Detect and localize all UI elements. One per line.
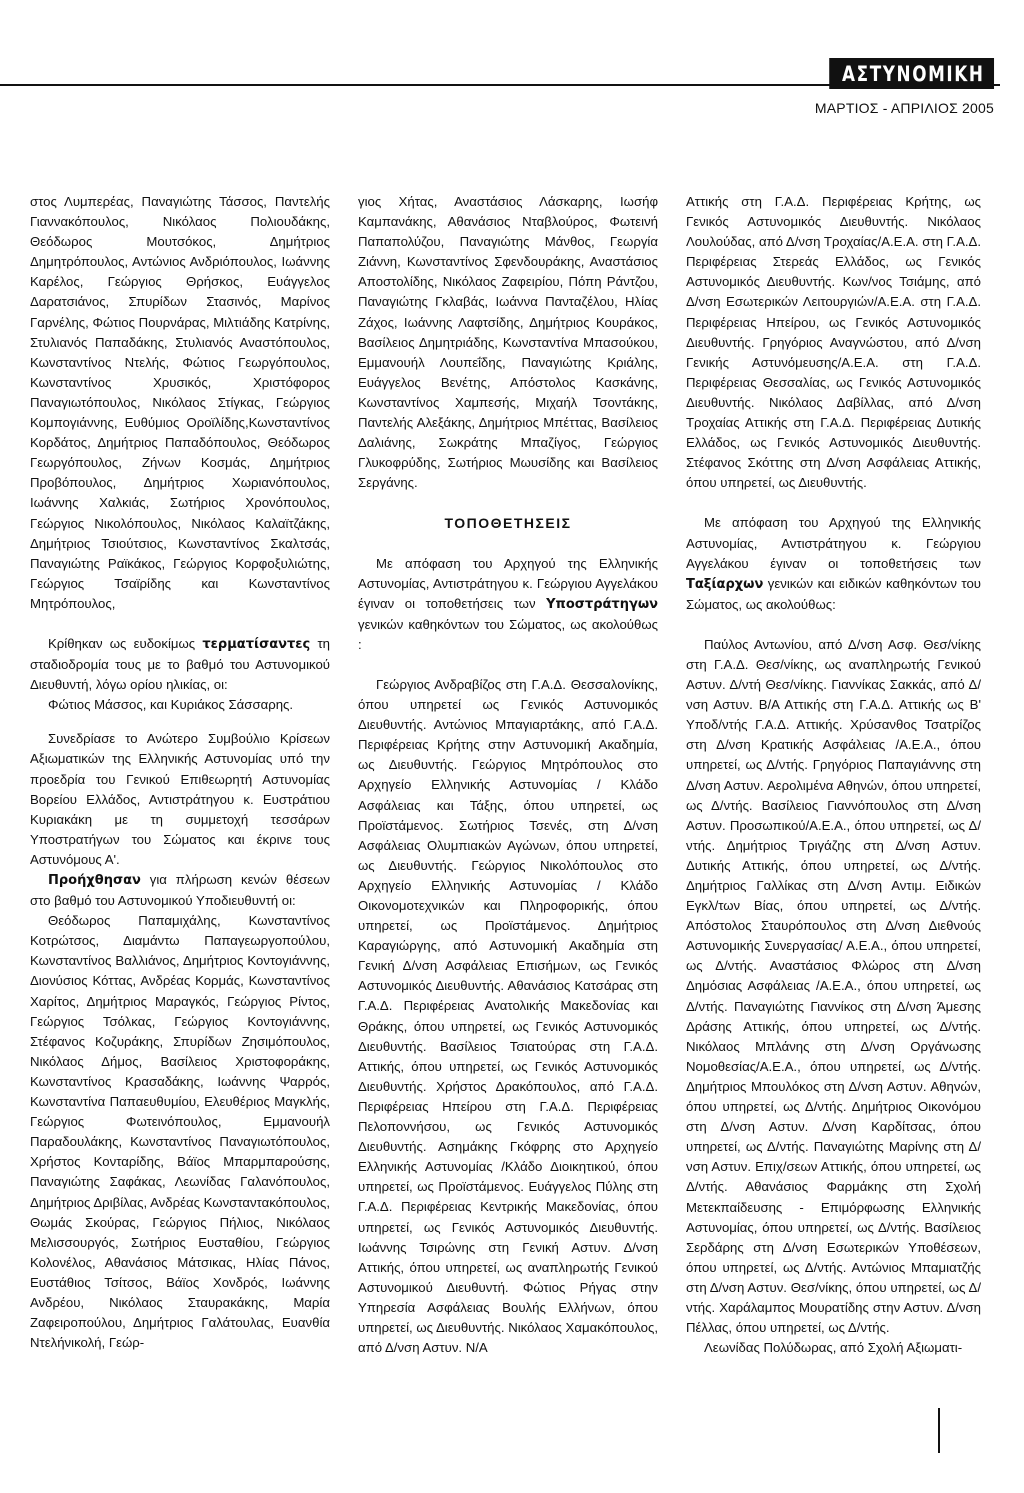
section-heading: ΤΟΠΟΘΕΤΗΣΕΙΣ [444, 515, 572, 532]
paragraph: Με απόφαση του Αρχηγού της Ελληνικής Αστυνομίας, Αντιστράτηγου κ. Γεώργιου Αγγελάκου έγιναν οι τοποθετήσεις των Υποστράτηγων γενικών καθηκόντων του Σώματος, ως ακολούθως : [358, 555, 658, 652]
paragraph: Φώτιος Μάσσος, και Κυριάκος Σάσσαρης. [48, 697, 294, 713]
paragraph: Παύλος Αντωνίου, από Δ/νση Ασφ. Θεσ/νίκης στη Γ.Α.Δ. Θεσ/νίκης, ως αναπληρωτής Γενικού Αστυν. Δ/ντή Θεσ/νίκης. Γιαννίκας Σακκάς, από Δ/νση Αστυν. Β/Α Αττικής στη Γ.Α.Δ. Αττικής ως Β' Υποδ/ντής Γ.Α.Δ. Αττικής. Χρύσανθος Τσατρίζος στη Δ/νση Κρατικής Ασφάλειας /Α.Ε.Α., όπου υπηρετεί, ως Δ/ντής. Γρηγόριος Παπαγιάννης στη Δ/νση Αστυν. Αερολιμένα Αθηνών, όπου υπηρετεί, ως Δ/ντής. Βασίλειος Γιαννόπουλος στη Δ/νση Αστυν. Προσωπικού/Α.Ε.Α., όπου υπηρετεί, ως Δ/ντής. Δημήτριος Τριγάζης στη Δ/νση Αστυν. Δυτικής Αττικής, όπου υπηρετεί, ως Δ/ντής. Δημήτριος Γαλλίκας στη Δ/νση Αντιμ. Ειδικών Εγκλ/των Βίας, όπου υπηρετεί, ως Δ/ντής. Απόστολος Σταυρόπουλος στη Δ/νση Διεθνούς Αστυνομικής Συνεργασίας/ Α.Ε.Α., όπου υπηρετεί, ως Δ/ντής. Αναστάσιος Φλώρος στη Δ/νση Δημόσιας Ασφάλειας /Α.Ε.Α., όπου υπηρετεί, ως Δ/ντής. Παναγιώτης Γιαννίκος στη Δ/νση Άμεσης Δράσης Αττικής, όπου υπηρετεί, ως Δ/ντής. Νικόλαος Μπλάνης στη Δ/νση Οργάνωσης Νομοθεσίας/Α.Ε.Α., όπου υπηρετεί, ως Δ/ντής. Δημήτριος Μπουλόκος στη Δ/νση Αστυν. Αθηνών, όπου υπηρετεί, ως Δ/ντής. Δημήτριος Οικονόμου στη Δ/νση Αστυν. Δ/νση Καρδίτσας, όπου υπηρετεί, ως Δ/ντής. Παναγιώτης Μαρίνης στη Δ/νση Αστυν. Επιχ/σεων Αττικής, όπου υπηρετεί, ως Δ/ντής. Αθανάσιος Φαρμάκης στη Σχολή Μετεκπαίδευσης - Επιμόρφωσης Ελληνικής Αστυνομίας, όπου υπηρετεί, ως Δ/ντής. Βασίλειος Σερδάρης στη Δ/νση Εσωτερικών Υποθέσεων, όπου υπηρετεί, ως Δ/ντής. Αντώνιος Μπαμιατζής στη Δ/νση Αστυν. Θεσ/νίκης, όπου υπηρετεί, ως Δ/ντής. Χαράλαμπος Μουρατίδης στην Αστυν. Δ/νση Πέλλας, όπου υπηρετεί, ως Δ/ντής. [686, 636, 981, 1336]
paragraph: Προήχθησαν για πλήρωση κενών θέσεων στο βαθμό του Αστυνομικού Υποδιευθυντή οι: [30, 872, 330, 909]
paragraph: Αττικής στη Γ.Α.Δ. Περιφέρειας Κρήτης, ως Γενικός Αστυνομικός Διευθυντής. Νικόλαος Λουλούδας, από Δ/νση Τροχαίας/Α.Ε.Α. στη Γ.Α.Δ. Περιφέρειας Στερεάς Ελλάδος, ως Γενικός Αστυνομικός Διευθυντής. Κων/νος Τσιάμης, από Δ/νση Εσωτερικών Λειτουργιών/Α.Ε.Α. στη Γ.Α.Δ. Περιφέρειας Ηπείρου, ως Γενικός Αστυνομικός Διευθυντής. Γρηγόριος Αναγνώστου, από Δ/νση Γενικής Αστυνόμευσης/Α.Ε.Α. στη Γ.Α.Δ. Περιφέρειας Θεσσαλίας, ως Γενικός Αστυνομικός Διευθυντής. Νικόλαος Δαβίλλας, από Δ/νση Τροχαίας Αττικής στη Γ.Α.Δ. Περιφέρειας Δυτικής Ελλάδος, ως Γενικός Αστυνομικός Διευθυντής. Στέφανος Σκόττης στη Δ/νση Ασφάλειας Αττικής, όπου υπηρετεί, ως Διευθυντής. [686, 194, 982, 491]
paragraph: γιος Χήτας, Αναστάσιος Λάσκαρης, Ιωσήφ Καμπανάκης, Αθανάσιος Νταβλούρος, Φωτεινή Παπαπολύζου, Παναγιώτης Μάνθος, Γεωργία Ζιάννη, Κωνσταντίνος Σφενδουράκης, Αναστάσιος Αποστολίδης, Νικόλαος Ζαφειρίου, Πόπη Ράντζου, Παναγιώτης Γκλαβάς, Ιωάννα Πανταζέλου, Ηλίας Ζάχος, Ιωάννης Λαφτσίδης, Δημήτριος Κουράκος, Βασίλειος Δημητριάδης, Κωνσταντίνα Μπασούκου, Εμμανουήλ Λουπεΐδης, Παναγιώτης Κριάλης, Ευάγγελος Βενέτης, Απόστολος Κασκάνης, Κωνσταντίνος Χαμπεσής, Μιχαήλ Τσοντάκης, Παντελής Αλεξάκης, Δημήτριος Μπέττας, Βασίλειος Δαλιάνης, Σωκράτης Μπαζίγος, Γεώργιος Γλυκοφρύδης, Σωτήριος Μωυσίδης και Βασίλειος Σεργάνης. [358, 194, 658, 491]
emphasis-text: Υποστράτηγων [546, 596, 658, 612]
paragraph: Θεόδωρος Παπαμιχάλης, Κωνσταντίνος Κοτρώτσος, Διαμάντω Παπαγεωργοπούλου, Κωνσταντίνος Βαλλιάνος, Δημήτριος Κοντογιάννης, Διονύσιος Κόττας, Ανδρέας Κορμάς, Κωνσταντίνος Χαρίτος, Δημήτριος Μαραγκός, Γεώργιος Ρίντος, Γεώργιος Τσόλκας, Γεώργιος Κοντογιάννης, Στέφανος Κοζυράκης, Σπυρίδων Ζησιμόπουλος, Νικόλαος Δήμος, Βασίλειος Χριστοφοράκης, Κωνσταντίνος Κρασαδάκης, Ιωάννης Ψαρρός, Κωνσταντίνα Παπαευθυμίου, Ελευθέριος Μαγκλής, Γεώργιος Φωτεινόπουλος, Εμμανουήλ Παραδουλάκης, Κωνσταντίνος Παναγιωτόπουλος, Χρήστος Κονταρίδης, Βάϊος Μπαρμπαρούσης, Παναγιώτης Σαφάκας, Λεωνίδας Γαλανόπουλος, Δημήτριος Δριβίλας, Ανδρέας Κωνσταντακόπουλος, Θωμάς Σκούρας, Γεώργιος Πήλιος, Νικόλαος Μελισσουργός, Σωτήριος Ευσταθίου, Γεώργιος Κολονέλος, Αθανάσιος Μάτσικας, Ηλίας Πάνος, Ευστάθιος Τσίτσος, Βάϊος Χονδρός, Ιωάννης Ανδρέου, Νικόλαος Σταυρακάκης, Μαρία Ζαφειροπούλου, Δημήτριος Γαλάτουλας, Ευανθία Ντελήνικολή, Γεώρ- [30, 913, 330, 1351]
issue-date: ΜΑΡΤΙΟΣ - ΑΠΡΙΛΙΟΣ 2005 [814, 100, 994, 116]
emphasis-text: Προήχθησαν [48, 873, 141, 888]
paragraph: Λεωνίδας Πολύδωρας, από Σχολή Αξιωματι- [704, 1340, 963, 1356]
emphasis-text: Ταξίαρχων [686, 576, 764, 592]
paragraph: Κρίθηκαν ως ευδοκίμως τερματίσαντες τη σταδιοδρομία τους με το βαθμό του Αστυνομικού Διευθυντή, λόγω ορίου ηλικίας, οι: [30, 635, 330, 693]
paragraph: Γεώργιος Ανδραβίζος στη Γ.Α.Δ. Θεσσαλονίκης, όπου υπηρετεί ως Γενικός Αστυνομικός Διευθυντής. Αντώνιος Μπαγιαρτάκης, από Γ.Α.Δ. Περιφέρειας Κρήτης στην Αστυνομική Ακαδημία, ως Διευθυντής. Γεώργιος Μητρόπουλος στο Αρχηγείο Ελληνικής Αστυνομίας / Κλάδο Ασφάλειας και Τάξης, όπου υπηρετεί, ως Προϊστάμενος. Σωτήριος Τσενές, στη Δ/νση Ασφάλειας Ολυμπιακών Αγώνων, όπου υπηρετεί, ως Διευθυντής. Γεώργιος Νικολόπουλος στο Αρχηγείο Ελληνικής Αστυνομίας / Κλάδο Οικονομοτεχνικών και Πληροφορικής, όπου υπηρετεί, ως Προϊστάμενος. Δημήτριος Καραγιώργης, από Αστυνομική Ακαδημία στη Γενική Δ/νση Ασφάλειας Επισήμων, ως Γενικός Αστυνομικός Διευθυντής. Αθανάσιος Κατσάρας στη Γ.Α.Δ. Περιφέρειας Ανατολικής Μακεδονίας και Θράκης, όπου υπηρετεί, ως Γενικός Αστυνομικός Διευθυντής. Βασίλειος Τσιατούρας στη Γ.Α.Δ. Αττικής, όπου υπηρετεί, ως Γενικός Αστυνομικός Διευθυντής. Χρήστος Δρακόπουλος, από Γ.Α.Δ. Περιφέρειας Ηπείρου στη Γ.Α.Δ. Περιφέρειας Πελοποννήσου, ως Γενικός Αστυνομικός Διευθυντής. Ασημάκης Γκόφρης στο Αρχηγείο Ελληνικής Αστυνομίας /Κλάδο Διοικητικού, όπου υπηρετεί, ως Προϊστάμενος. Ευάγγελος Πύλης στη Γ.Α.Δ. Περιφέρειας Κεντρικής Μακεδονίας, όπου υπηρετεί, ως Γενικός Αστυνομικός Διευθυντής. Ιωάννης Τσιρώνης στη Γενική Αστυν. Δ/νση Αττικής, όπου υπηρετεί, ως αναπληρωτής Γενικού Αστυνομικού Διευθυντή. Φώτιος Ρήγας στην Υπηρεσία Ασφάλειας Βουλής Ελλήνων, όπου υπηρετεί, ως Διευθυντής. Νικόλαος Χαμακόπουλος, από Δ/νση Αστυν. Ν/Α [358, 676, 658, 1356]
vertical-rule [938, 1408, 940, 1453]
paragraph: Με απόφαση του Αρχηγού της Ελληνικής Αστυνομίας, Αντιστράτηγου κ. Γεώργιου Αγγελάκου έγιναν οι τοποθετήσεις των Ταξίαρχων γενικών και ειδικών καθηκόντων του Σώματος, ως ακολούθως: [686, 515, 981, 612]
text-column-2 [358, 192, 658, 1358]
paragraph: Συνεδρίασε το Ανώτερο Συμβούλιο Κρίσεων Αξιωματικών της Ελληνικής Αστυνομίας υπό την προεδρία του Γενικού Επιθεωρητή Αστυνομίας Βορείου Ελλάδος, Αντιστράτηγου κ. Ευστράτιου Κυριακάκη με τη συμμετοχή τεσσάρων Υποστρατήγων του Σώματος και έκρινε τους Αστυνόμους Α'. [30, 731, 330, 867]
emphasis-text: τερματίσαντες [202, 636, 311, 652]
paragraph: στος Λυμπερέας, Παναγιώτης Τάσσος, Παντελής Γιαννακόπουλος, Νικόλαος Πολιουδάκης, Θεόδωρος Μουτσόκος, Δημήτριος Δημητρόπουλος, Αντώνιος Ανδριόπουλος, Ιωάννης Καρέλος, Γεώργιος Θρήσκος, Ευάγγελος Δαρατσιάνος, Σπυρίδων Στασινός, Μαρίνος Γαρνέλης, Φώτιος Πουρνάρας, Μιλτιάδης Κατρίνης, Στυλιανός Παπαδάκης, Στυλιανός Αναστόπουλος, Κωνσταντίνος Ντελής, Φώτιος Γεωργόπουλος, Κωνσταντίνος Χρυσικός, Χριστόφορος Παναγιωτόπουλος, Νικόλαος Στίγκας, Γεώργιος Κομπογιάννης, Ευθύμιος Οροϊλίδης,Κωνσταντίνος Κορδάτος, Δημήτριος Παπαδόπουλος, Θεόδωρος Γεωργόπουλος, Ζήνων Κοσμάς, Δημήτριος Προβόπουλος, Δημήτριος Χωριανόπουλος, Ιωάννης Χαλκιάς, Σωτήριος Χρονόπουλος, Γεώργιος Νικολόπουλος, Νικόλαος Καλαϊτζάκης, Δημήτριος Τσιούτσιος, Κωνσταντίνος Σκαλτσάς, Παναγιώτης Ραϊκάκος, Γεώργιος Κορφοξυλιώτης, Γεώργιος Τσαϊρίδης και Κωνσταντίνος Μητρόπουλος, [30, 194, 331, 611]
magazine-title: ΑΣΤΥΝΟΜΙΚΗ [829, 58, 994, 89]
text-column-3 [686, 192, 981, 1358]
text-column-1 [30, 192, 330, 1353]
